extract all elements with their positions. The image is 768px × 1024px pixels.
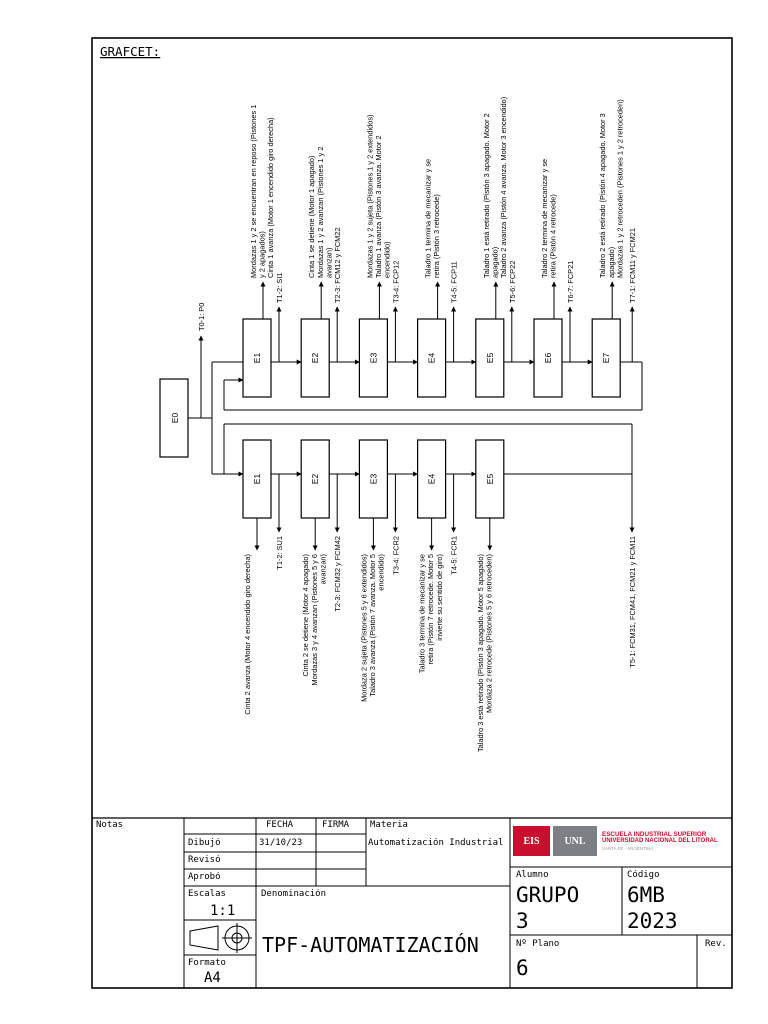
grafcet-heading: GRAFCET: [100, 44, 161, 59]
lower_chain-step-3-action-line-2: Taladro 3 avanza (Pistón 7 avanza. Motor 5 [368, 554, 377, 697]
upper_chain-transition-6-line-1: T6-7: FCP21 [566, 260, 575, 303]
codigo-value-2: 2023 [627, 909, 678, 933]
upper_chain-step-5-action-line-3: Taladro 2 avanza (Pistón 4 avanza. Motor 3 encendido) [499, 96, 508, 278]
upper_chain-step-7-action-line-3: Mordazas 1 y 2 retroceden (Pistones 1 y 2 retroceden) [615, 99, 625, 278]
upper_chain-transition-5-line-1: T5-6: FCP22 [507, 260, 517, 303]
upper_chain-transition-4-line-1: T4-5: FCP11 [449, 261, 459, 303]
plano-label: Nº Plano [516, 939, 560, 949]
lower_chain-step-4-action-line-1: Taladro 3 termina de mecanizar y se [417, 554, 427, 674]
lower_chain-step-1-label: E1 [252, 473, 262, 485]
upper_chain-step-4-action-line-1: Taladro 1 termina de mecanizar y se [423, 158, 433, 278]
upper_chain-step-2-label: E2 [310, 352, 321, 364]
notas-label: Notas [96, 820, 124, 830]
upper_chain-step-6-action-line-1: Taladro 2 termina de mecanizar y se [540, 158, 549, 278]
alumno-value-2: 3 [516, 909, 529, 933]
upper_chain-step-2-action-line-2: Mordazas 1 y 2 avanzan (Pistones 1 y 2 [315, 146, 325, 278]
upper_chain-step-4-label: E4 [426, 352, 437, 364]
lower_chain-step-1-action-line-1: Cinta 2 avanza (Motor 4 encendido giro derecha) [243, 554, 252, 715]
lower_chain-step-2-label: E2 [310, 473, 321, 485]
lower_chain-transition-2-line-1: T2-3: FCM32 y FCM42 [333, 536, 343, 612]
lower_chain-step-2-action-line-1: Cinta 2 se detiene (Motor 4 apagado) [301, 554, 311, 677]
lower_chain-step-2-action-line-3: avanzan) [318, 554, 328, 585]
upper_chain-step-6-label: E6 [543, 352, 553, 364]
upper_chain-step-5-label: E5 [484, 352, 495, 364]
firma-header: FIRMA [322, 820, 350, 830]
lower_chain-transition-4-line-1: T4-5: FCR1 [449, 536, 459, 575]
materia-label: Materia [370, 820, 408, 830]
upper_chain-step-7-label: E7 [601, 352, 612, 364]
upper_chain-step-5-action-line-1: Taladro 1 está retirado (Pistón 3 apagado. Motor 2 [481, 113, 491, 278]
lower_chain-step-4-label: E4 [426, 473, 437, 485]
alumno-label: Alumno [516, 870, 549, 880]
upper_chain-step-1-action-line-1: Mordazas 1 y 2 se encuentran en reposo (Pistones 1 [249, 104, 258, 278]
upper_chain-step-3-action-line-3: encendido) [382, 241, 392, 278]
upper_chain-step-7-action-line-1: Taladro 2 está retirado (Pistón 4 apagado. Motor 3 [598, 113, 608, 278]
initial-step-label: E0 [170, 412, 180, 424]
upper_chain-step-6-action-line-2: retira (Pistón 4 retrocede) [548, 194, 558, 278]
lower_chain-transition-3-line-1: T3-4: FCR2 [391, 536, 401, 575]
school-name [602, 831, 730, 852]
upper_chain-step-1-label: E1 [252, 352, 262, 364]
lower_chain-step-3-action-line-3: encendido) [376, 554, 386, 591]
formato-label: Formato [188, 958, 226, 968]
lower_chain-step-4-action-line-2: retira (Pistón 7 retrocede. Motor 5 [426, 554, 436, 665]
upper_chain-step-2-action-line-1: Cinta 1 se detiene (Motor 1 apagado) [307, 155, 317, 278]
codigo-value-1: 6MB [627, 883, 665, 907]
lower_chain-step-2-action-line-2: Mordazas 3 y 4 avanzan (Pistones 5 y 6 [309, 554, 319, 686]
lower_chain-step-5-action-line-2: Mordaza 2 retrocede (Pistones 5 y 6 retroceden) [484, 554, 494, 713]
upper_chain-transition-1-line-1: T1-2: SI1 [275, 272, 284, 303]
lower_chain-step-5-label: E5 [484, 473, 495, 485]
school-line-1: ESCUELA INDUSTRIAL SUPERIOR [602, 831, 707, 838]
upper_chain-step-3-label: E3 [368, 352, 379, 364]
alumno-value-1: GRUPO [516, 883, 580, 907]
upper_chain-transition-3-line-1: T3-4: FCP12 [391, 260, 401, 303]
denominacion-value: TPF-AUTOMATIZACIÓN [262, 933, 479, 957]
initial-transition-label: T0-1: P0 [197, 302, 206, 331]
denominacion-label: Denominación [261, 889, 327, 899]
materia-value: Automatización Industrial [368, 838, 504, 848]
eis-logo: EIS [513, 826, 550, 856]
aprobo-label: Aprobó [188, 872, 221, 882]
upper_chain-step-4-action-line-2: retira (Pistón 3 retrocede) [432, 194, 442, 278]
plano-value: 6 [516, 956, 529, 980]
upper_chain-transition-7-line-1: T7-1: FCM11 y FCM21 [628, 227, 638, 303]
escala-value: 1:1 [210, 903, 236, 919]
escalas-label: Escalas [188, 889, 226, 899]
upper_chain-step-1-action-line-3: Cinta 1 avanza (Motor 1 encendido giro derecha) [266, 117, 276, 278]
upper_chain-step-1-action-line-2: y 2 apagados) [257, 231, 267, 278]
dibujo-label: Dibujó [188, 838, 221, 848]
lower_chain-step-4-action-line-3: invierte su sentido de giro) [434, 554, 444, 641]
formato-value: A4 [204, 970, 221, 986]
school-line-3: SANTA FE · ARGENTINA [602, 846, 654, 851]
upper_chain-step-7-action-line-2: apagado) [606, 246, 616, 278]
dibujo-date: 31/10/23 [259, 838, 303, 848]
codigo-label: Código [627, 870, 660, 880]
upper_chain-step-3-action-line-2: Taladro 1 avanza (Pistón 3 avanza. Motor 2 [374, 135, 383, 278]
upper_chain-transition-2-line-1: T2-3: FCM12 y FCM22 [333, 227, 343, 303]
reviso-label: Revisó [188, 855, 221, 865]
upper_chain-step-2-action-line-3: avanzan) [324, 247, 334, 278]
school-line-2: UNIVERSIDAD NACIONAL DEL LITORAL [602, 838, 718, 844]
lower_chain-step-5-action-line-1: Taladro 3 está retirado (Pistón 3 apagado. Motor 5 apagado) [475, 554, 485, 753]
lower_chain-transition-5-line-1: T5-1: FCM31, FCM41, FCM21 y FCM11 [628, 536, 637, 668]
fecha-header: FECHA [266, 820, 294, 830]
projection-symbol-icon [190, 923, 252, 953]
lower_chain-step-3-label: E3 [368, 473, 379, 485]
unl-logo: UNL [553, 826, 597, 856]
upper_chain-step-5-action-line-2: apagado) [490, 246, 500, 278]
rev-label: Rev. [705, 939, 727, 949]
lower_chain-step-3-action-line-1: Mordaza 2 sujeta (Pistones 5 y 6 extendidos) [359, 554, 369, 702]
upper-chain [212, 97, 642, 410]
lower-chain [212, 424, 637, 752]
lower_chain-transition-1-line-1: T1-2: SU1 [275, 536, 284, 570]
upper_chain-step-3-action-line-1: Mordazas 1 y 2 sujeta (Pistones 1 y 2 extendidos) [365, 114, 375, 278]
